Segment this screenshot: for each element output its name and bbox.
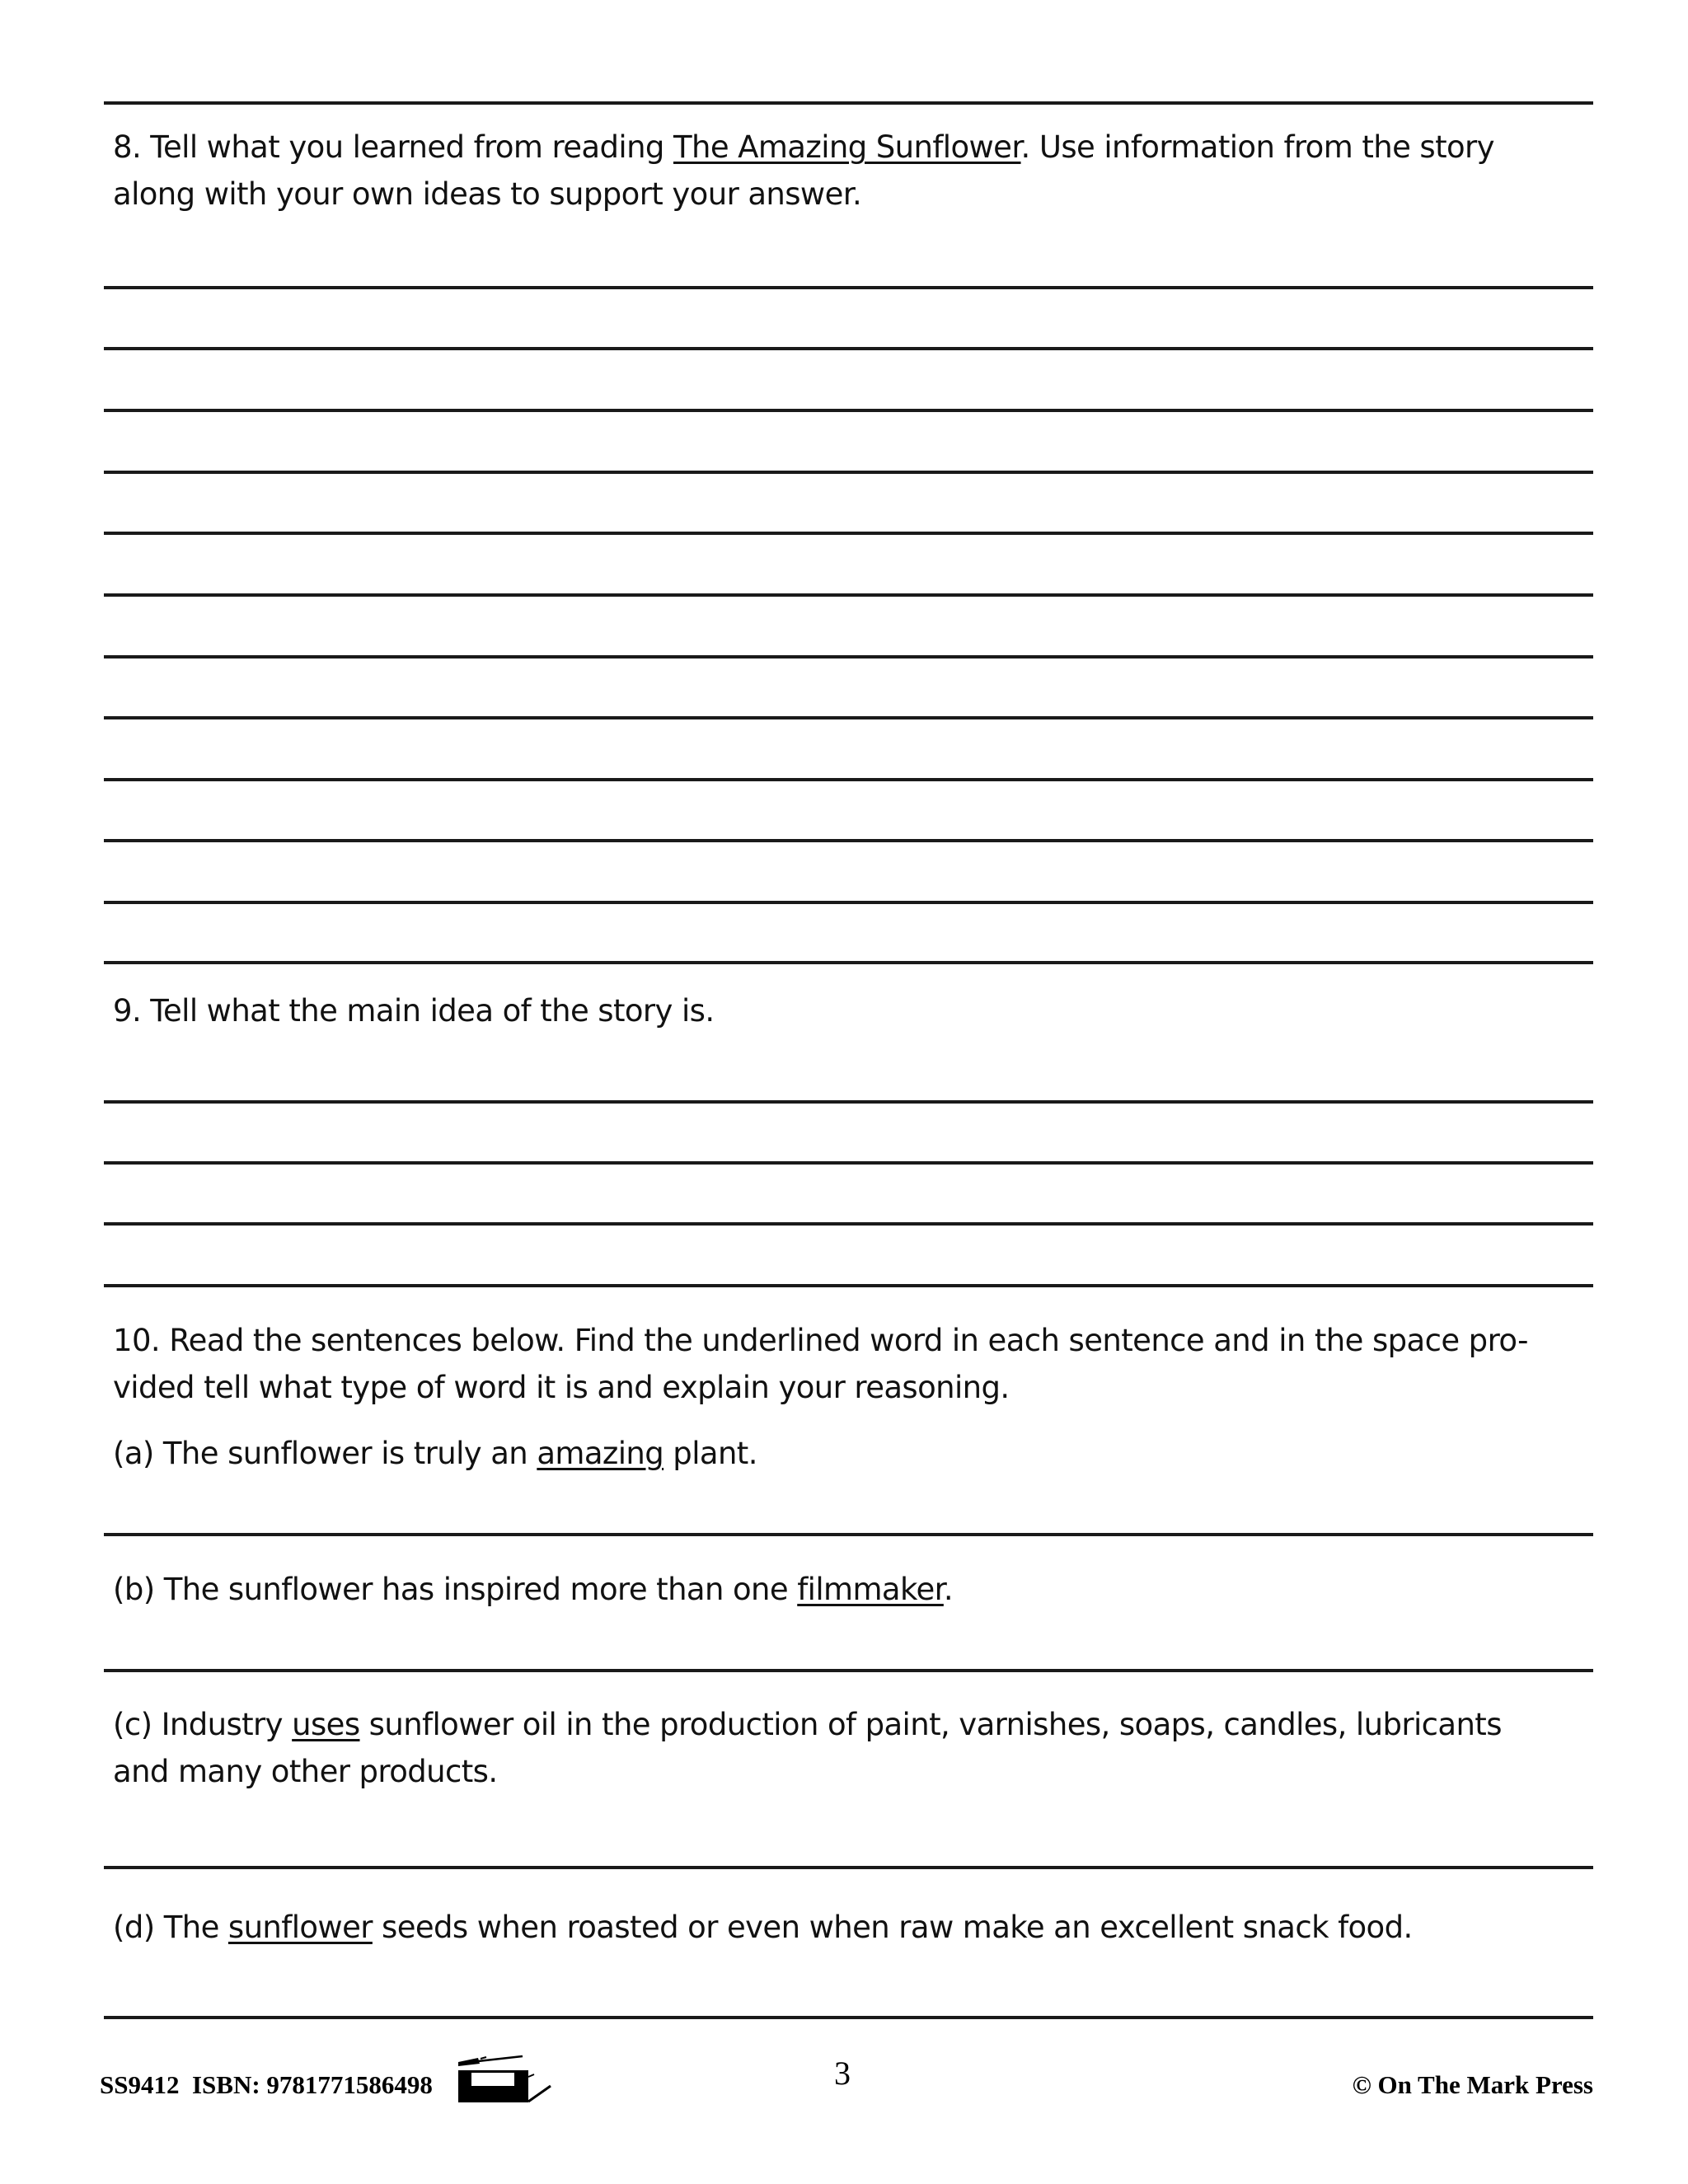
answer-line-q8-2[interactable] xyxy=(104,347,1593,350)
sentence-b-start: (b) The sunflower has inspired more than one xyxy=(113,1572,798,1607)
answer-line-q8-11[interactable] xyxy=(104,901,1593,904)
answer-line-q8-10[interactable] xyxy=(104,839,1593,842)
sentence-d-start: (d) The xyxy=(113,1910,228,1945)
sentence-d-end: seeds when roasted or even when raw make an excellent snack food. xyxy=(372,1910,1413,1945)
sentence-d xyxy=(113,1904,1588,1951)
sentence-a-end: plant. xyxy=(663,1436,757,1471)
sentence-a-underlined-word: amazing xyxy=(537,1436,664,1471)
question-10-text-line2: vided tell what type of word it is and explain your reasoning. xyxy=(113,1370,1010,1405)
sentence-b xyxy=(113,1566,1588,1613)
answer-line-10b[interactable] xyxy=(104,1669,1593,1672)
sentence-c-line2: and many other products. xyxy=(113,1754,498,1789)
sentence-c xyxy=(113,1701,1588,1795)
footer-product-code-isbn: SS9412 ISBN: 9781771586498 xyxy=(100,2070,433,2099)
copyright-notice: © On The Mark Press xyxy=(1352,2070,1593,2099)
answer-line-q8-5[interactable] xyxy=(104,532,1593,535)
answer-line-q8-12[interactable] xyxy=(104,961,1593,964)
answer-line-10c[interactable] xyxy=(104,1866,1593,1869)
photocopier-icon xyxy=(453,2052,556,2110)
answer-line-q9-2[interactable] xyxy=(104,1161,1593,1165)
sentence-a xyxy=(113,1430,1588,1477)
answer-line-q8-6[interactable] xyxy=(104,593,1593,597)
sentence-c-end: sunflower oil in the production of paint, varnishes, soaps, candles, lubricants xyxy=(359,1707,1502,1742)
answer-line-10a[interactable] xyxy=(104,1533,1593,1536)
answer-line-q8-7[interactable] xyxy=(104,655,1593,658)
question-8-text-start: 8. Tell what you learned from reading xyxy=(113,129,673,165)
answer-line-q8-3[interactable] xyxy=(104,409,1593,412)
sentence-b-end: . xyxy=(943,1572,954,1607)
question-9-prompt: 9. Tell what the main idea of the story is. xyxy=(113,993,715,1029)
sentence-d-underlined-word: sunflower xyxy=(227,1910,373,1945)
sentence-b-underlined-word: filmmaker xyxy=(797,1572,944,1607)
story-title-underlined: The Amazing Sunflower xyxy=(673,129,1021,165)
answer-line-q9-4[interactable] xyxy=(104,1284,1593,1287)
answer-line-q8-8[interactable] xyxy=(104,716,1593,719)
top-rule xyxy=(104,101,1593,105)
question-8-prompt xyxy=(113,124,1588,218)
sentence-c-start: (c) Industry xyxy=(113,1707,293,1742)
question-8-text-line2: along with your own ideas to support your answer. xyxy=(113,176,862,212)
answer-line-q8-1[interactable] xyxy=(104,286,1593,289)
answer-line-q9-3[interactable] xyxy=(104,1222,1593,1226)
answer-line-q8-9[interactable] xyxy=(104,778,1593,781)
question-10-prompt xyxy=(113,1317,1588,1411)
answer-line-q8-4[interactable] xyxy=(104,471,1593,474)
page-number: 3 xyxy=(834,2055,851,2092)
sentence-c-underlined-word: uses xyxy=(292,1707,360,1742)
question-10-text-line1: 10. Read the sentences below. Find the underlined word in each sentence and in the space pro- xyxy=(113,1323,1528,1358)
sentence-a-start: (a) The sunflower is truly an xyxy=(113,1436,537,1471)
answer-line-q9-1[interactable] xyxy=(104,1100,1593,1104)
answer-line-10d[interactable] xyxy=(104,2016,1593,2019)
question-8-text-end: . Use information from the story xyxy=(1020,129,1494,165)
